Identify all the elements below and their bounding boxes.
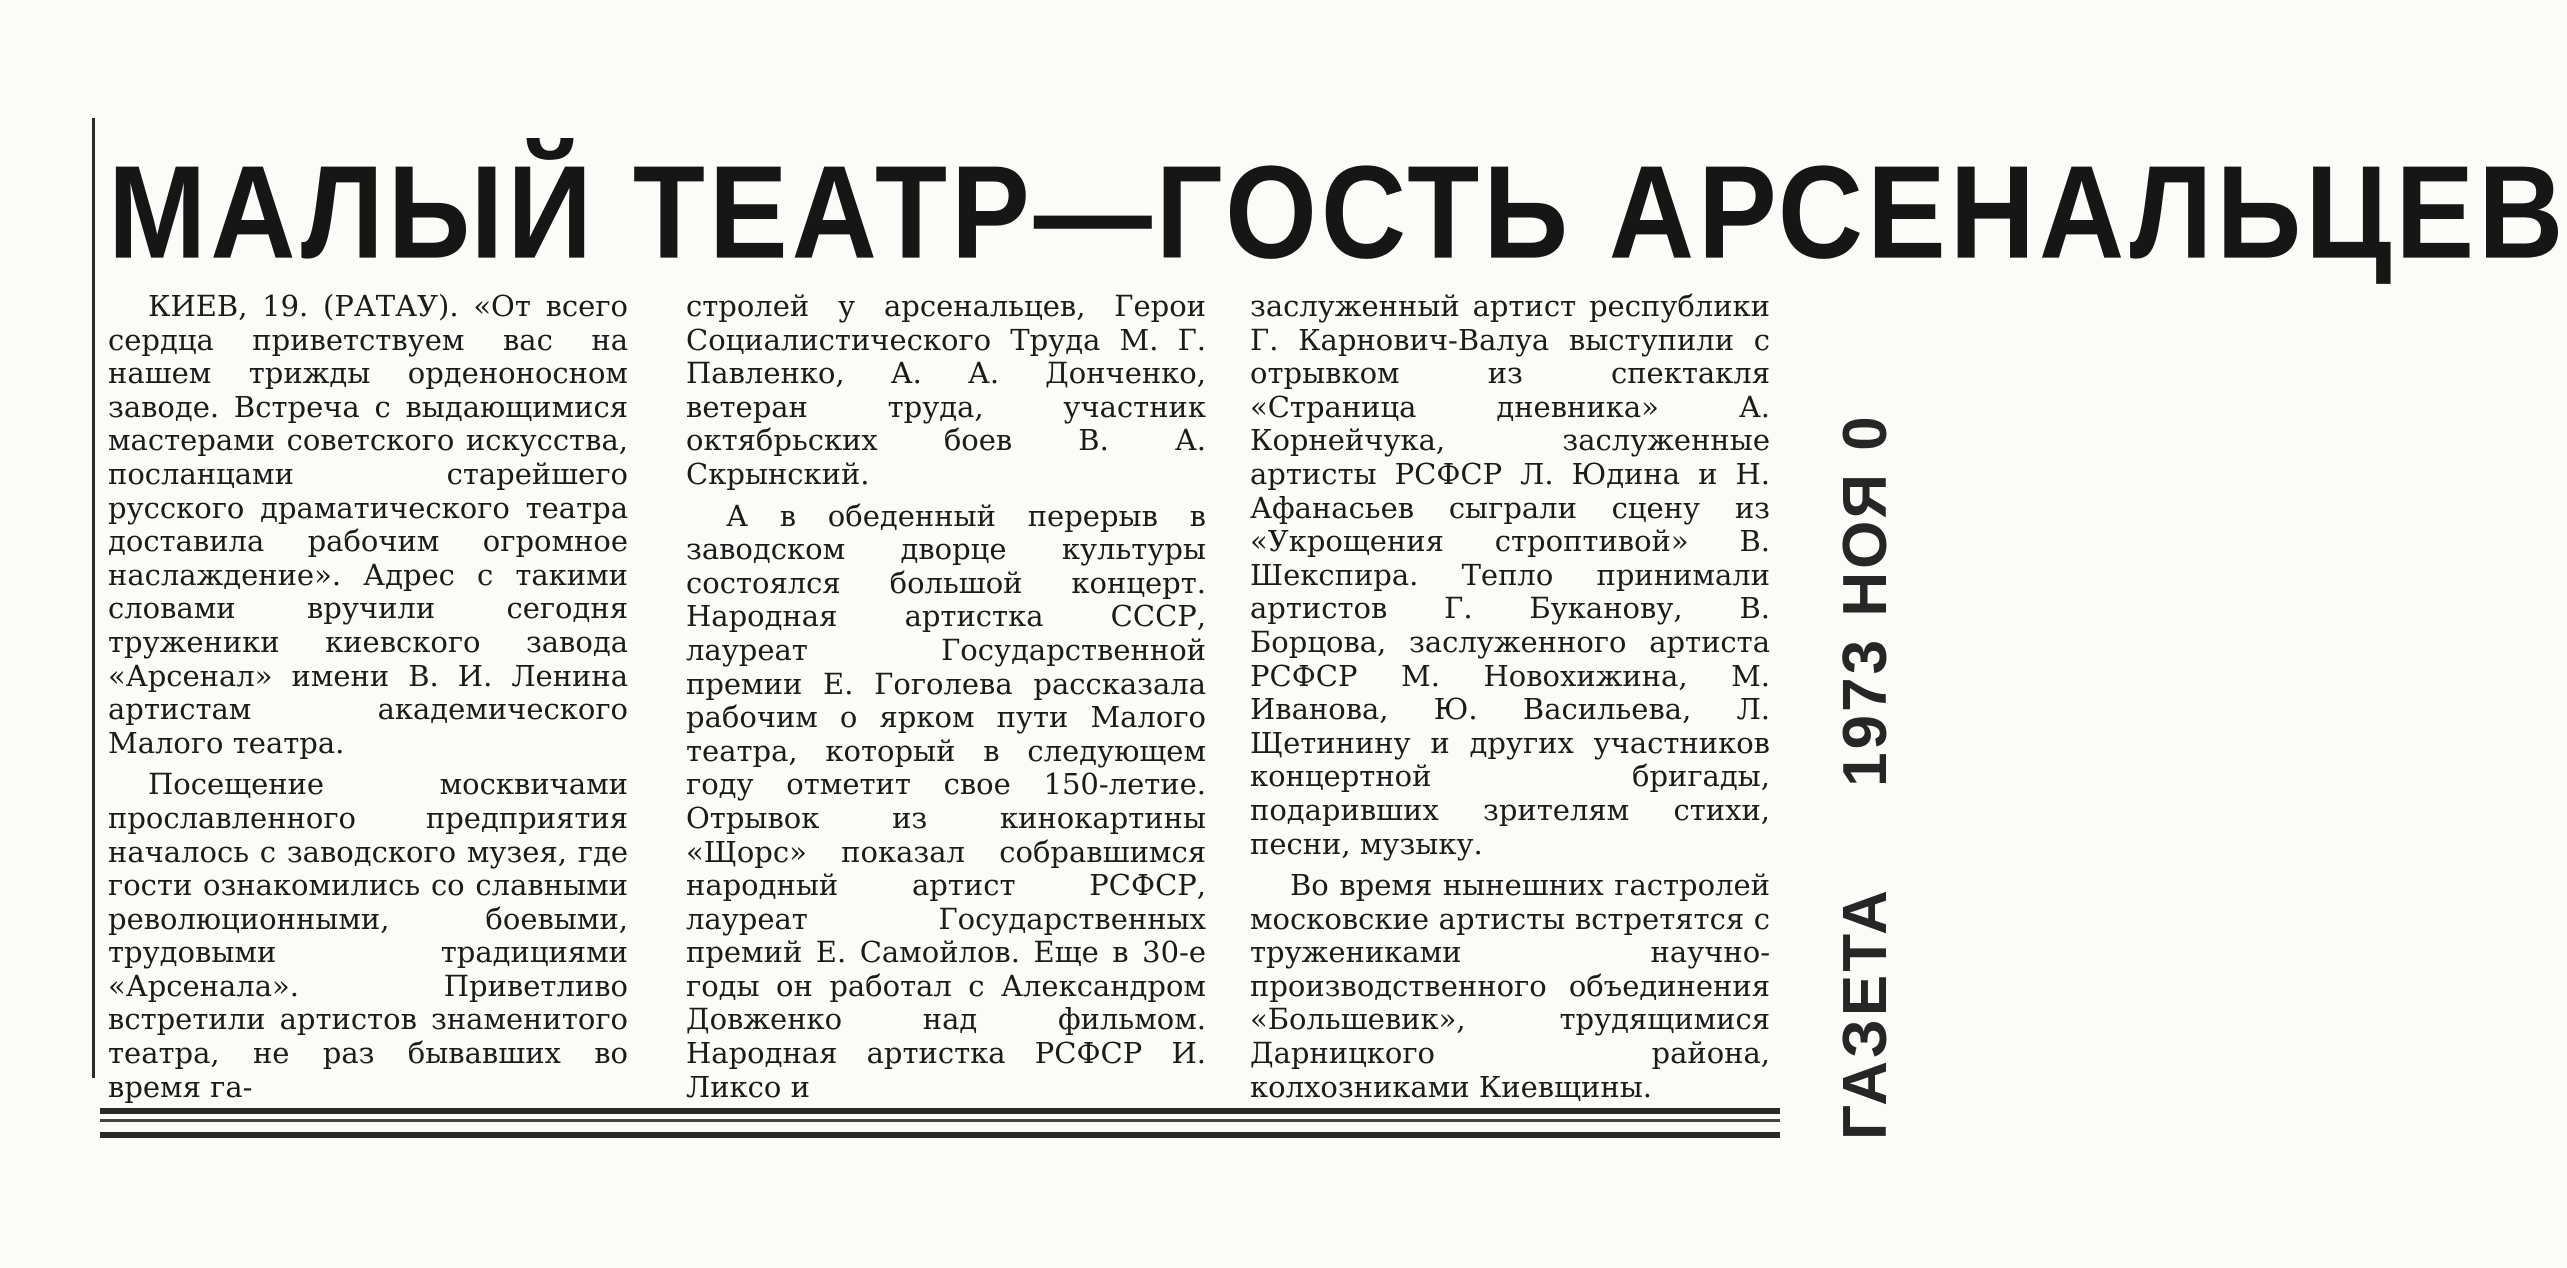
archive-date-stamp — [1818, 240, 1914, 1140]
column-2-paragraph-1: стролей у арсенальцев, Герои Социалистического Труда М. Г. Павленко, А. А. Донченко, ветеран труда, участник октябрьских боев В. А. Скрынский. — [686, 289, 1206, 491]
column-3-paragraph-2: Во время нынешних гастролей московские артисты встретятся с тружениками научно-производственного объединения «Большевик», трудящимися Дарницкого района, колхозниками Киевщины. — [1250, 868, 1770, 1104]
stamp-date: 1973 НОЯ 0 — [1831, 413, 1900, 787]
article-column-3 — [1250, 290, 1770, 1112]
column-1-paragraph-2: Посещение москвичами прославленного предприятия началось с заводского музея, где гости ознакомились со славными революционными, боевыми, трудовыми традициями «Арсенала». Приветливо встретили артистов знаменитого театра, не раз бывавших во время га- — [108, 767, 628, 1104]
article-column-2 — [686, 290, 1206, 1112]
column-1-paragraph-1: КИЕВ, 19. (РАТАУ). «От всего сердца приветствуем вас на нашем трижды орденоносном заводе. Встреча с выдающимися мастерами советского искусства, посланцами старейшего русского драматического театра доставила рабочим огромное наслаждение». Адрес с такими словами вручили сегодня труженики киевского завода «Арсенал» имени В. И. Ленина артистам академического Малого театра. — [108, 289, 628, 760]
stamp-label: ГАЗЕТА — [1831, 887, 1900, 1140]
bottom-double-rule — [100, 1108, 1780, 1138]
left-column-rule — [92, 118, 95, 1078]
column-3-paragraph-1: заслуженный артист республики Г. Карнович-Валуа выступили с отрывком из спектакля «Страница дневника» А. Корнейчука, заслуженные артисты РСФСР Л. Юдина и Н. Афанасьев сыграли сцену из «Укрощения строптивой» В. Шекспира. Тепло принимали артистов Г. Буканову, В. Борцова, заслуженного артиста РСФСР М. Новохижина, М. Иванова, Ю. Васильева, Л. Щетинину и других участников концертной бригады, подаривших зрителям стихи, песни, музыку. — [1250, 289, 1770, 861]
article-headline: МАЛЫЙ ТЕАТР—ГОСТЬ АРСЕНАЛЬЦЕВ — [108, 138, 2567, 287]
column-2-paragraph-2: А в обеденный перерыв в заводском дворце культуры состоялся большой концерт. Народная артистка СССР, лауреат Государственной премии Е. Гоголева рассказала рабочим о ярком пути Малого театра, который в следующем году отметит свое 150-летие. Отрывок из кинокартины «Щорс» показал собравшимся народный артист РСФСР, лауреат Государственных премий Е. Самойлов. Еще в 30-е годы он работал с Александром Довженко над фильмом. Народная артистка РСФСР И. Ликсо и — [686, 498, 1206, 1104]
article-column-1 — [108, 290, 628, 1112]
